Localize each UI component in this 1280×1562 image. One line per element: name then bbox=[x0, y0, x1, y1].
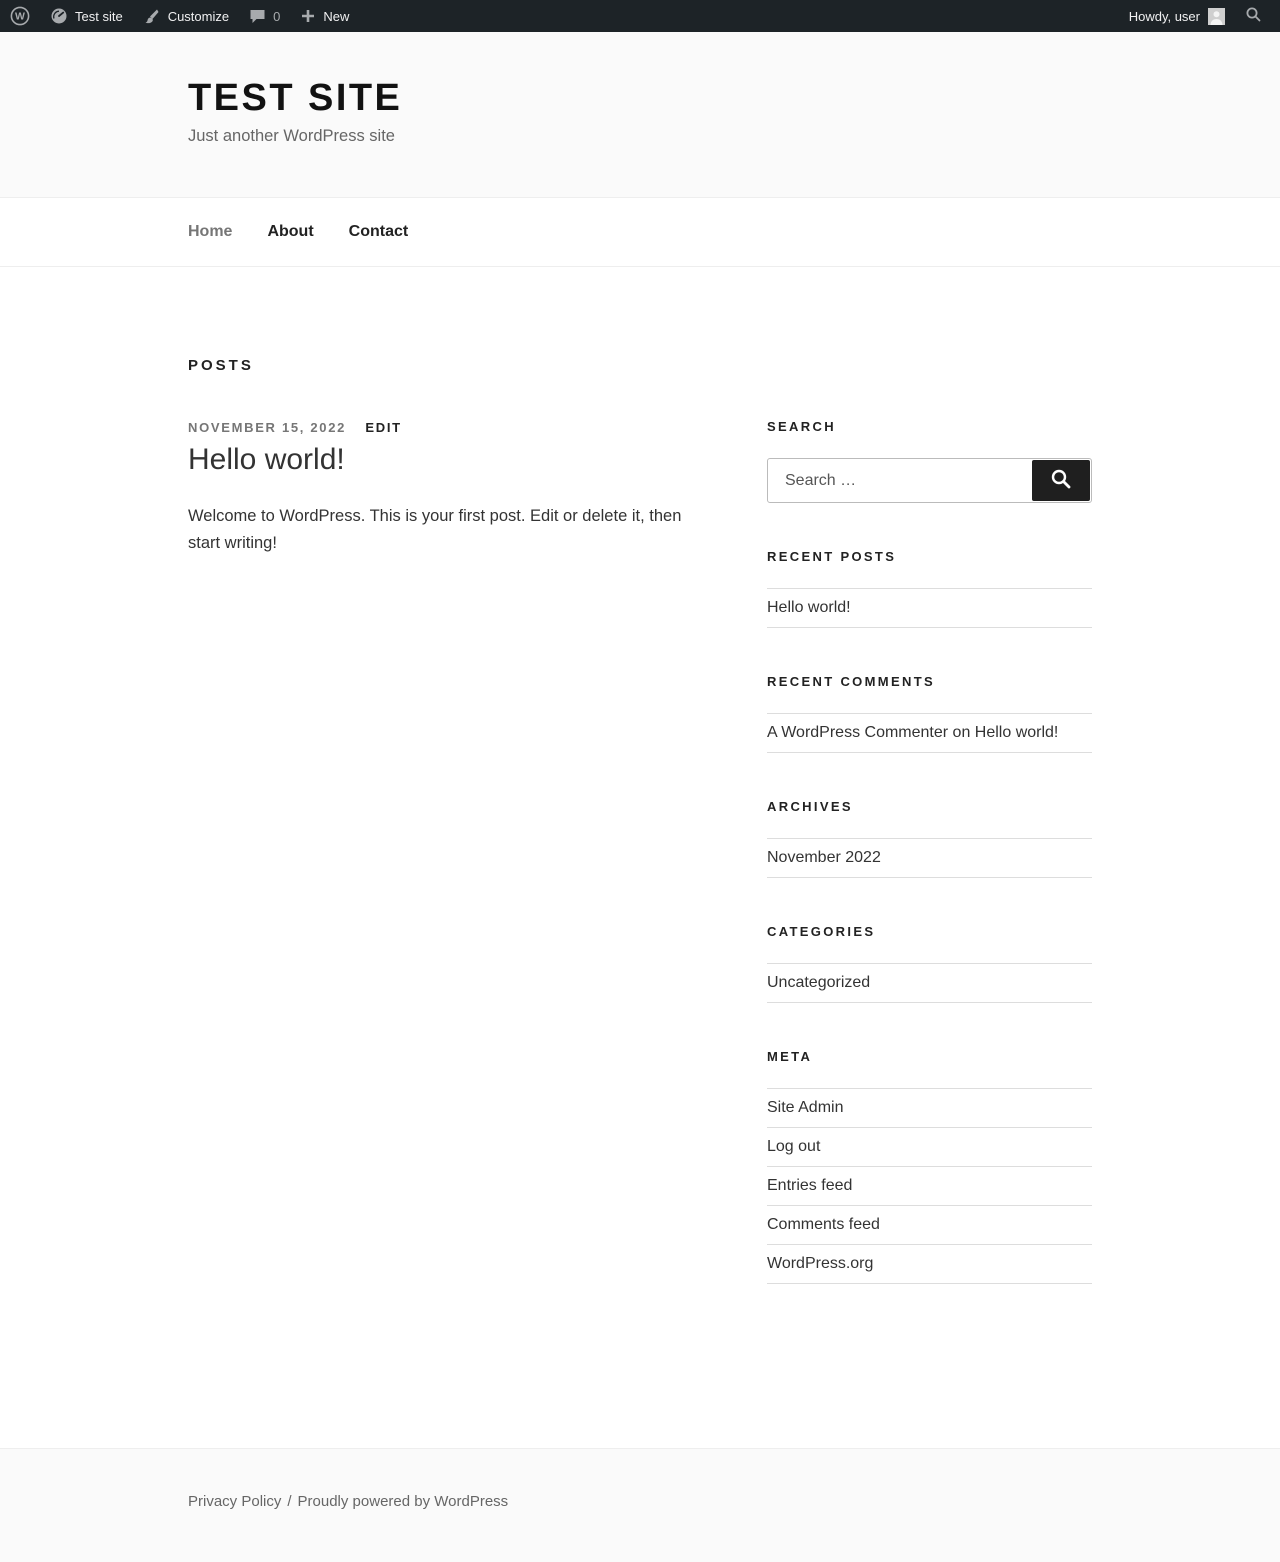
privacy-policy-link[interactable]: Privacy Policy bbox=[188, 1493, 282, 1510]
site-branding bbox=[188, 78, 1092, 146]
recent-comments-widget bbox=[767, 674, 1092, 753]
recent-posts-title: RECENT POSTS bbox=[767, 549, 897, 564]
nav-item-home[interactable]: Home bbox=[188, 223, 233, 240]
search-submit-button[interactable] bbox=[1032, 460, 1090, 501]
nav-item-about[interactable]: About bbox=[267, 223, 314, 240]
categories-widget bbox=[767, 924, 1092, 1003]
meta-site-admin-link[interactable]: Site Admin bbox=[767, 1089, 1092, 1128]
comment-bubble-icon bbox=[249, 8, 266, 25]
admin-bar-search-button[interactable] bbox=[1237, 0, 1270, 32]
admin-bar-site-name[interactable] bbox=[40, 0, 133, 32]
plus-icon bbox=[300, 8, 316, 24]
admin-bar-comments[interactable] bbox=[239, 0, 290, 32]
search-form bbox=[767, 458, 1092, 503]
search-icon bbox=[1245, 6, 1262, 26]
svg-text:W: W bbox=[15, 10, 25, 23]
admin-bar-new[interactable] bbox=[290, 0, 359, 32]
recent-comments-title: RECENT COMMENTS bbox=[767, 674, 935, 689]
meta-comments-feed-link[interactable]: Comments feed bbox=[767, 1206, 1092, 1245]
site-tagline: Just another WordPress site bbox=[188, 126, 395, 145]
nav-item-contact[interactable]: Contact bbox=[348, 223, 409, 240]
recent-post-link[interactable]: Hello world! bbox=[767, 589, 1092, 628]
footer-separator: / bbox=[287, 1493, 292, 1510]
meta-title: META bbox=[767, 1049, 813, 1064]
category-link[interactable]: Uncategorized bbox=[767, 964, 1092, 1003]
wordpress-logo-icon bbox=[10, 6, 30, 26]
dashboard-gauge-icon bbox=[50, 7, 68, 25]
content-area bbox=[188, 267, 1092, 1448]
admin-bar-account-menu[interactable] bbox=[1117, 0, 1237, 32]
recent-comment-item bbox=[767, 714, 1092, 753]
post-article bbox=[188, 420, 712, 558]
site-title[interactable]: TEST SITE bbox=[188, 77, 403, 119]
meta-widget bbox=[767, 1049, 1092, 1284]
powered-by-link[interactable]: Proudly powered by WordPress bbox=[297, 1493, 509, 1510]
admin-bar bbox=[0, 0, 1280, 32]
archive-link[interactable]: November 2022 bbox=[767, 839, 1092, 878]
site-footer bbox=[0, 1448, 1280, 1562]
categories-title: CATEGORIES bbox=[767, 924, 876, 939]
meta-entries-feed-link[interactable]: Entries feed bbox=[767, 1167, 1092, 1206]
post-edit-link[interactable]: EDIT bbox=[365, 420, 402, 435]
admin-bar-site-name-label: Test site bbox=[75, 8, 123, 24]
search-icon bbox=[1049, 467, 1073, 494]
paintbrush-icon bbox=[143, 7, 161, 25]
post-body: Welcome to WordPress. This is your first post. Edit or delete it, then start writing! bbox=[188, 507, 682, 553]
page-title: POSTS bbox=[188, 357, 254, 374]
admin-bar-customize[interactable] bbox=[133, 0, 239, 32]
sidebar bbox=[767, 357, 1092, 1330]
main-column bbox=[188, 357, 712, 1330]
admin-bar-customize-label: Customize bbox=[167, 8, 230, 24]
post-title[interactable]: Hello world! bbox=[188, 443, 345, 476]
archives-title: ARCHIVES bbox=[767, 799, 853, 814]
admin-bar-howdy-label: Howdy, user bbox=[1128, 8, 1200, 24]
search-widget bbox=[767, 419, 1092, 503]
admin-bar-comment-count: 0 bbox=[273, 8, 281, 24]
admin-bar-new-label: New bbox=[323, 8, 350, 24]
avatar bbox=[1208, 8, 1225, 25]
recent-posts-widget bbox=[767, 549, 1092, 628]
meta-log-out-link[interactable]: Log out bbox=[767, 1128, 1092, 1167]
admin-bar-right bbox=[1117, 0, 1270, 32]
comment-connector: on bbox=[948, 724, 975, 741]
archives-widget bbox=[767, 799, 1092, 878]
wordpress-logo-menu[interactable] bbox=[0, 0, 40, 32]
main-navigation bbox=[0, 197, 1280, 267]
meta-wordpress-org-link[interactable]: WordPress.org bbox=[767, 1245, 1092, 1284]
post-meta bbox=[188, 420, 712, 435]
site-header bbox=[0, 32, 1280, 197]
post-date[interactable]: NOVEMBER 15, 2022 bbox=[188, 420, 347, 435]
search-widget-title: SEARCH bbox=[767, 419, 836, 434]
comment-author-link[interactable]: A WordPress Commenter bbox=[767, 724, 949, 741]
comment-post-link[interactable]: Hello world! bbox=[974, 724, 1059, 741]
